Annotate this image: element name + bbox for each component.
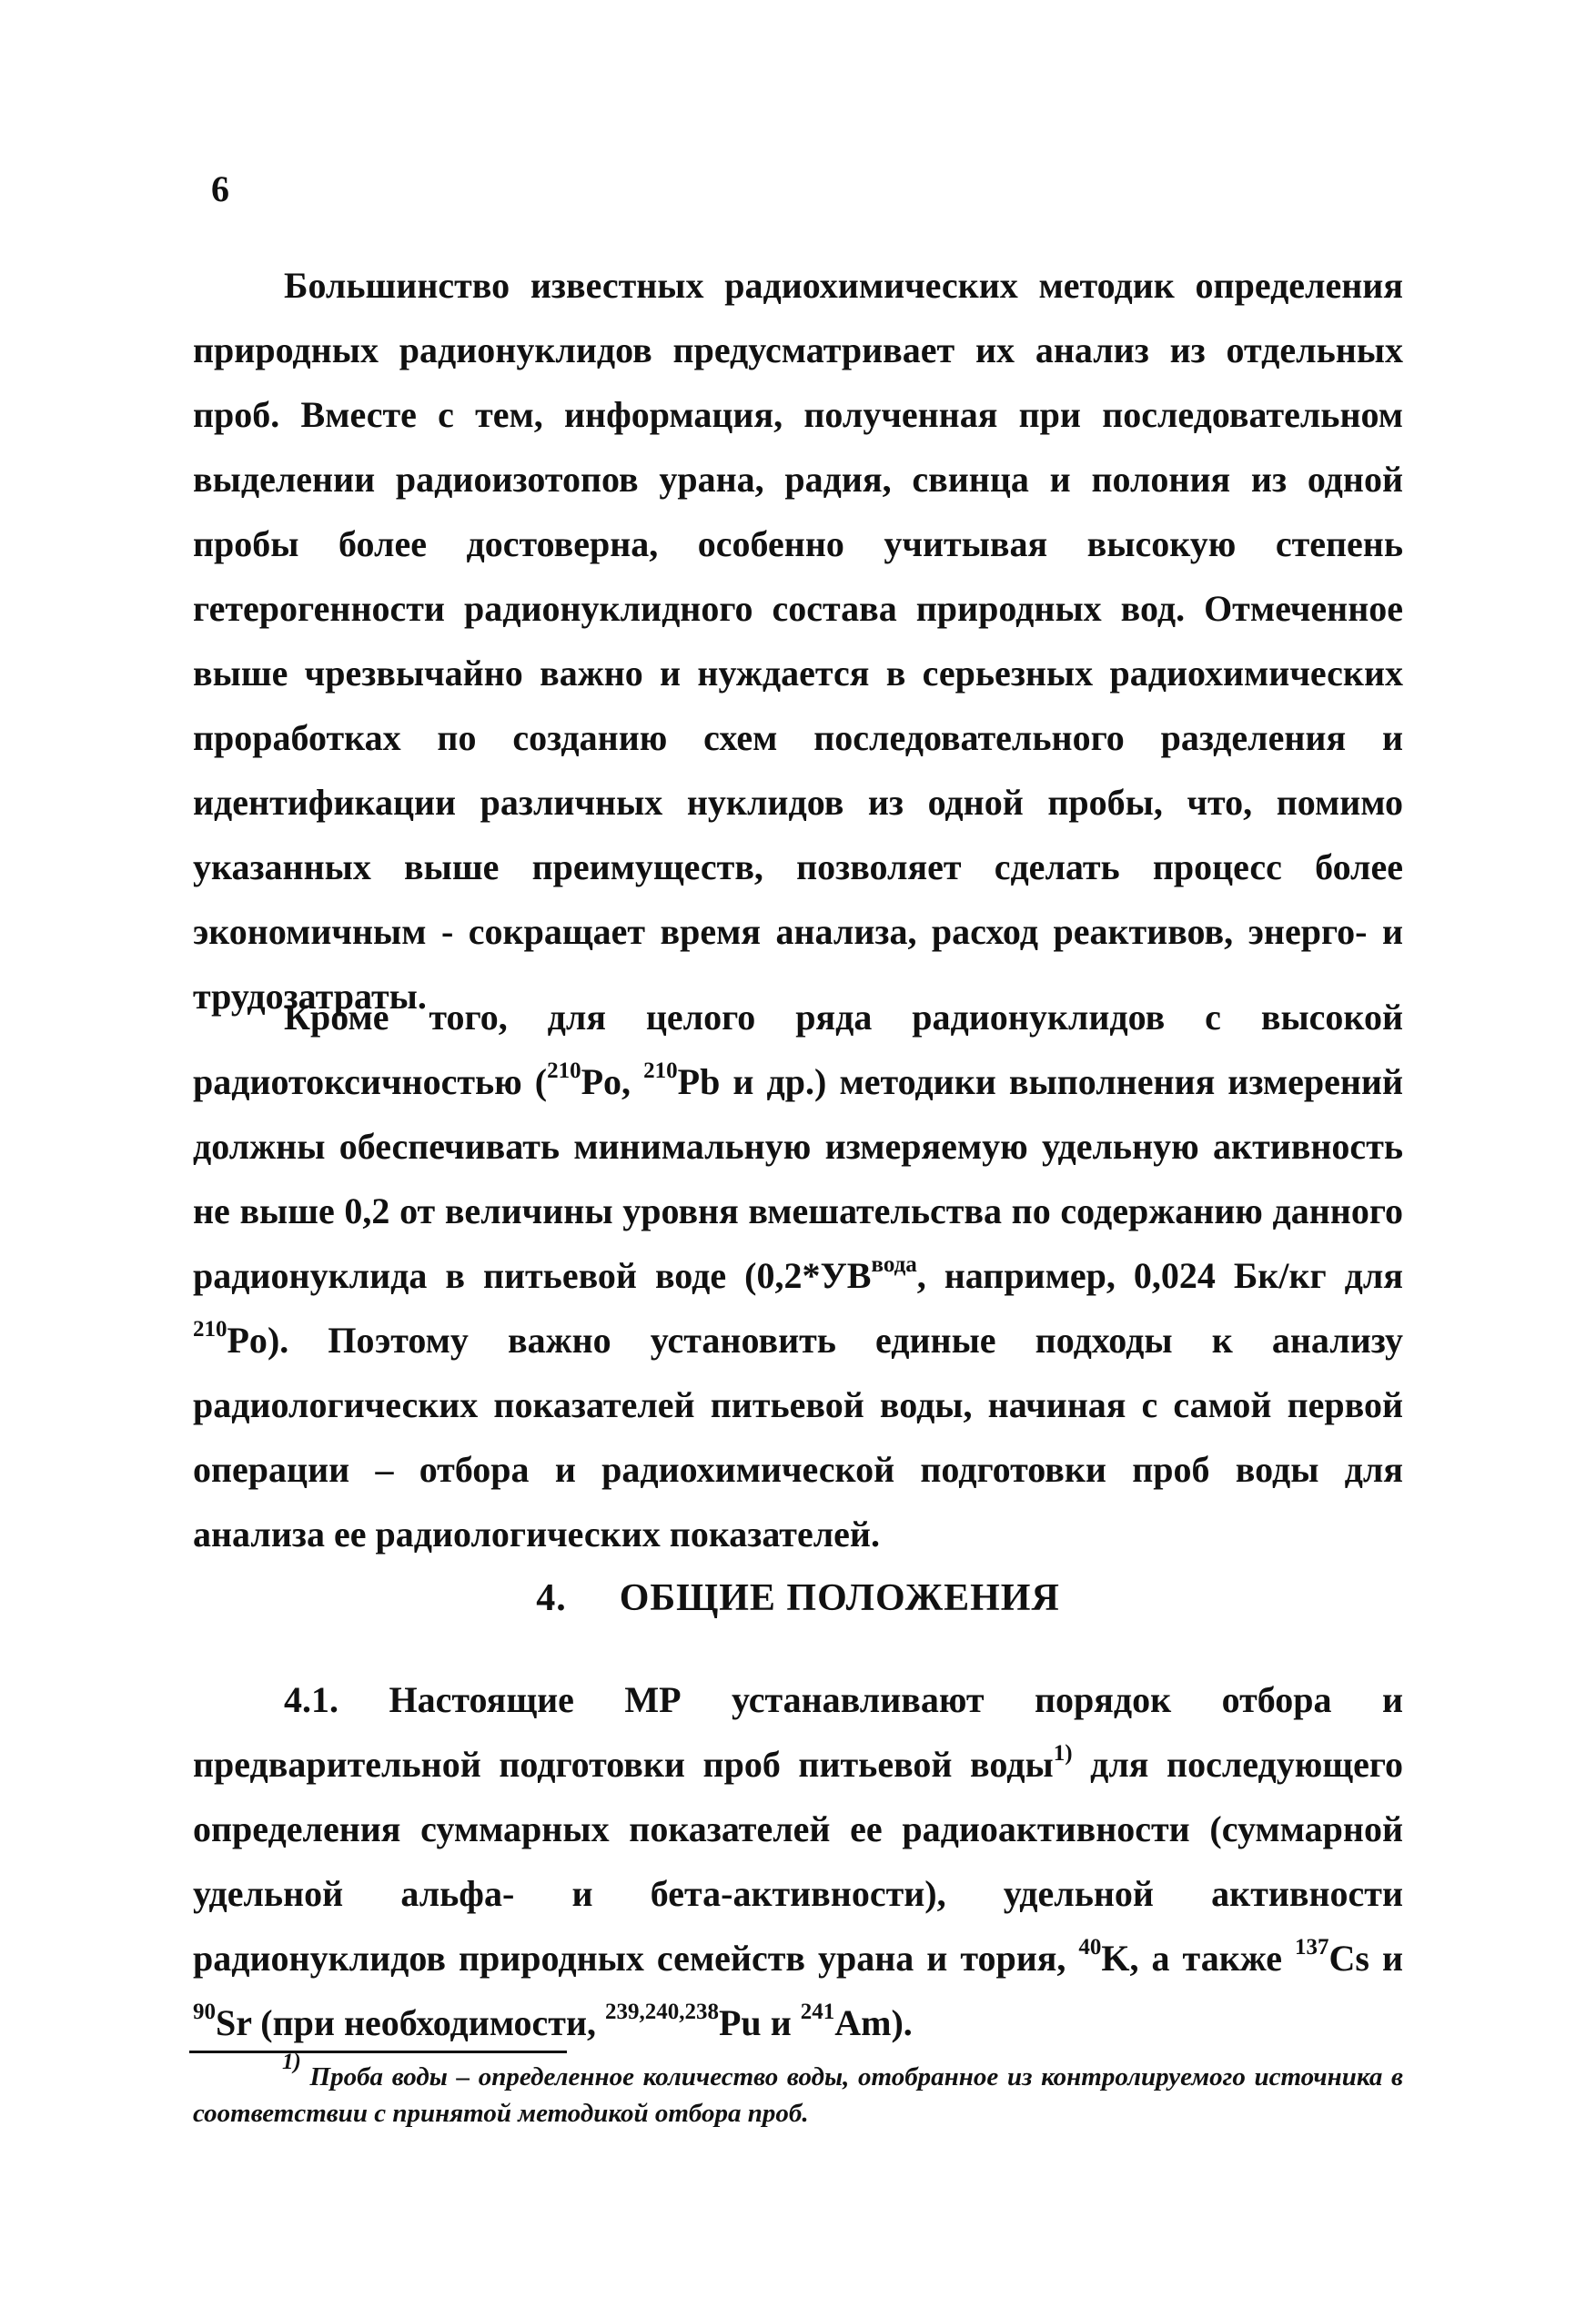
paragraph-1: Большинство известных радиохимических методик определения природных радионуклидов предусматривает их анализ из отдельных проб. Вместе с тем, информация, полученная при последовательном выделении радиоизотопов урана, радия, свинца и полония из одной пробы более достоверна, особенно учитывая высокую степень гетерогенности радионуклидного состава природных вод. Отмеченное выше чрезвычайно важно и нуждается в серьезных радиохимических проработках по созданию схем последовательного разделения и идентификации различных нуклидов из одной пробы, что, помимо указанных выше преимуществ, позволяет сделать процесс более экономичным - сокращает время анализа, расход реактивов, энерго- и трудозатраты. bbox=[193, 265, 1403, 1017]
isotope-mass: 210 bbox=[643, 1058, 678, 1083]
footnote-marker: 1) bbox=[282, 2050, 301, 2074]
text-run: Кроме того, для целого ряда радионуклидов с высокой радиотоксичностью ( bbox=[193, 997, 1403, 1102]
element-symbol: Cs bbox=[1328, 1938, 1369, 1979]
isotope-mass: 40 bbox=[1078, 1935, 1102, 1960]
isotope-mass: 239,240,238 bbox=[605, 2000, 719, 2024]
isotope-mass: 90 bbox=[193, 2000, 216, 2024]
page-number: 6 bbox=[211, 168, 229, 209]
text-run: , а также bbox=[1129, 1938, 1295, 1979]
footnote-rule bbox=[189, 2051, 567, 2053]
footnote-ref: 1) bbox=[1053, 1741, 1073, 1766]
element-symbol: Po bbox=[227, 1320, 268, 1361]
paragraph-4-1 bbox=[193, 1667, 1403, 2055]
text-run: и bbox=[1369, 1938, 1403, 1979]
element-symbol: Am bbox=[834, 2002, 892, 2043]
uv-superscript: вода bbox=[871, 1252, 917, 1277]
element-symbol: Sr bbox=[216, 2002, 252, 2043]
paragraph-2 bbox=[193, 985, 1403, 1566]
isotope-mass: 241 bbox=[800, 2000, 835, 2024]
footnote-text: Проба воды – определенное количество воды, отобранное из контролируемого источника в соответствии с принятой методикой отбора проб. bbox=[193, 2062, 1403, 2128]
text-run: и bbox=[761, 2002, 801, 2043]
section-heading bbox=[0, 1576, 1596, 1620]
footnote bbox=[193, 2050, 1403, 2132]
text-run: ). Поэтому важно установить единые подходы к анализу радиологических показателей питьевой воды, начиная с самой первой операции – отбора и радиохимической подготовки проб воды для анализа ее радиологических показателей. bbox=[193, 1320, 1403, 1555]
text-run: 4.1. Настоящие МР устанавливают порядок отбора и предварительной подготовки проб питьевой воды bbox=[193, 1679, 1403, 1785]
element-symbol: Pb bbox=[677, 1061, 721, 1102]
text-run: (при необходимости, bbox=[251, 2002, 605, 2043]
text-run: ). bbox=[891, 2002, 913, 2043]
element-symbol: K bbox=[1101, 1938, 1130, 1979]
text-run: , bbox=[621, 1061, 644, 1102]
isotope-mass: 210 bbox=[547, 1058, 581, 1083]
element-symbol: Po bbox=[581, 1061, 622, 1102]
section-title: ОБЩИЕ ПОЛОЖЕНИЯ bbox=[619, 1577, 1060, 1619]
isotope-mass: 137 bbox=[1294, 1935, 1329, 1960]
text-run: и др.) методики выполнения измерений должны обеспечивать минимальную измеряемую удельную активность не выше 0,2 от величины уровня вмешательства по содержанию данного радионуклида в питьевой воде (0,2*УВ bbox=[193, 1061, 1403, 1296]
text-run: , например, 0,024 Бк/кг для bbox=[916, 1255, 1403, 1296]
element-symbol: Pu bbox=[719, 2002, 762, 2043]
section-number: 4. bbox=[536, 1577, 567, 1619]
isotope-mass: 210 bbox=[193, 1317, 227, 1342]
text-run: для последующего определения суммарных показателей ее радиоактивности (суммарной удельной альфа- и бета-активности), удельной активности радионуклидов природных семейств урана и тория, bbox=[193, 1744, 1403, 1979]
